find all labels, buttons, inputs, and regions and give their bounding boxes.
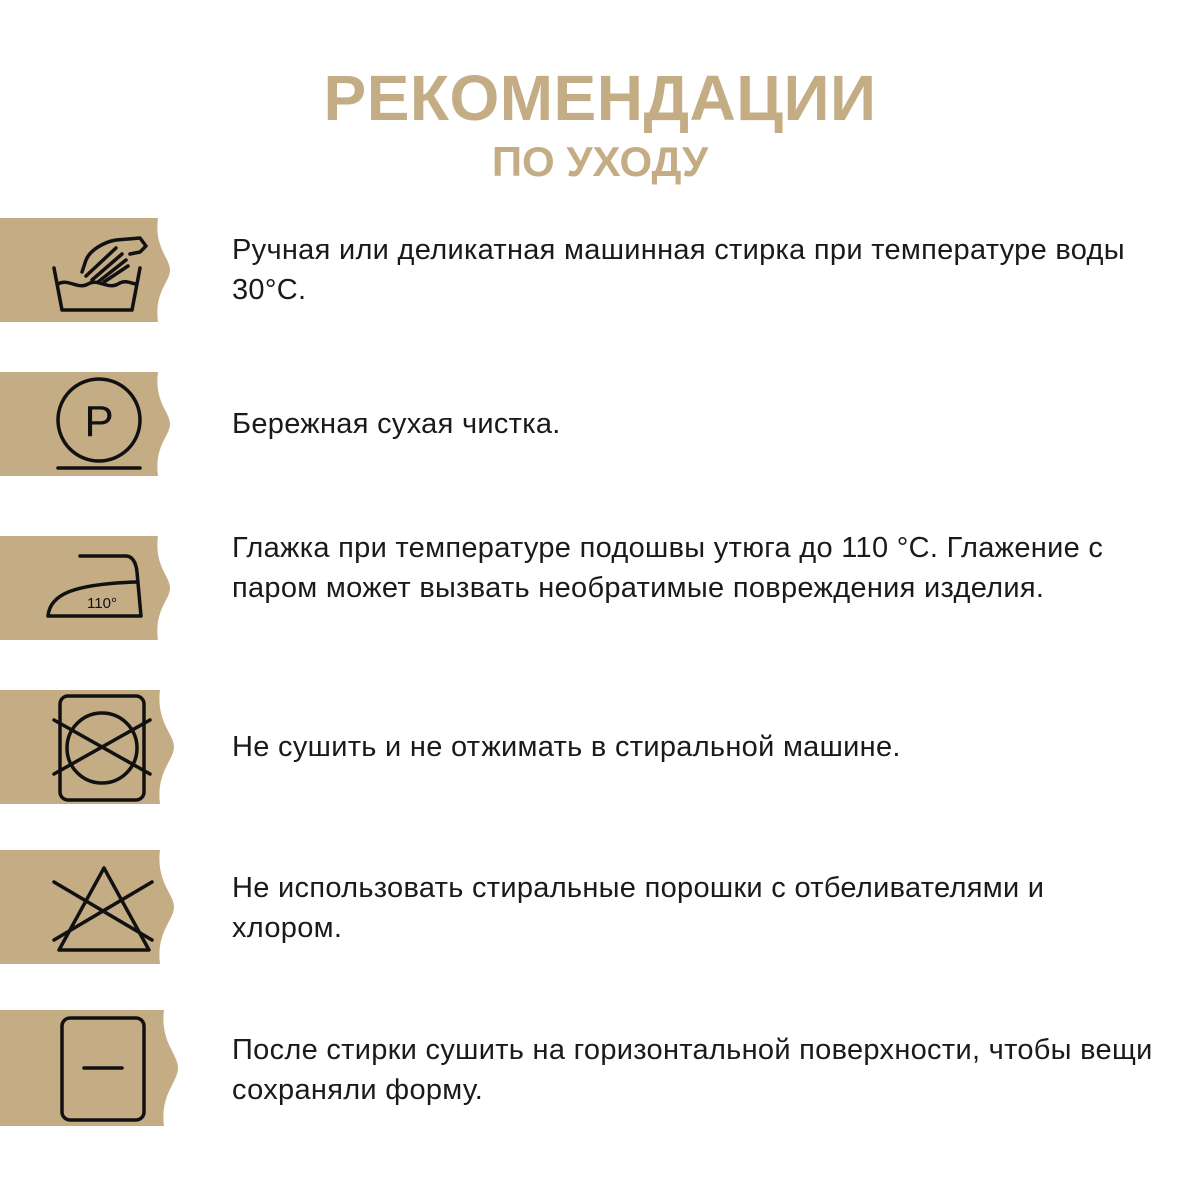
care-item-dry-clean (0, 372, 1200, 476)
page-title: РЕКОМЕНДАЦИИ (323, 62, 877, 134)
dry-flat-icon (0, 1010, 190, 1126)
care-item-text: Глажка при температуре подошвы утюга до 110 °C. Глажение с паром может вызвать необратимые повреждения изделия. (232, 532, 1104, 604)
care-item-no-bleach (0, 850, 1200, 964)
dry-clean-p-icon (0, 372, 190, 476)
care-item-text: Не использовать стиральные порошки с отбеливателями и хлором. (232, 872, 1045, 944)
care-item-no-tumble-dry (0, 690, 1200, 804)
care-item-text: Бережная сухая чистка. (232, 408, 561, 440)
no-tumble-dry-icon (0, 690, 190, 804)
iron-temp-label: 110° (87, 595, 117, 612)
care-item-text: После стирки сушить на горизонтальной поверхности, чтобы вещи сохраняли форму. (232, 1034, 1153, 1106)
care-item-dry-flat (0, 1010, 1200, 1126)
hand-wash-icon (0, 218, 190, 322)
care-item-text: Не сушить и не отжимать в стиральной машине. (232, 731, 901, 763)
care-item-text: Ручная или деликатная машинная стирка при температуре воды 30°C. (232, 234, 1125, 306)
page-subtitle: ПО УХОДУ (491, 138, 709, 185)
p-letter: P (84, 397, 114, 446)
iron-110-icon (0, 536, 190, 640)
no-bleach-icon (0, 850, 190, 964)
care-item-iron (0, 532, 1200, 640)
care-item-hand-wash (0, 218, 1200, 322)
